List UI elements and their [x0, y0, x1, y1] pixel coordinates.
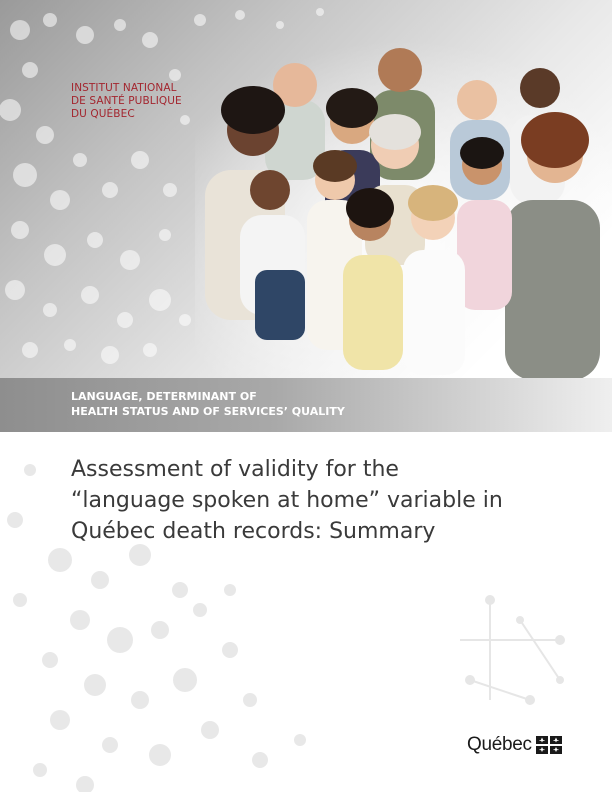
- fleur-de-lis-flag-icon: [536, 736, 562, 754]
- series-title-line-2: HEALTH STATUS AND OF SERVICES’ QUALITY: [71, 405, 345, 418]
- institute-line-3: DU QUÉBEC: [71, 108, 135, 120]
- institute-line-2: DE SANTÉ PUBLIQUE: [71, 95, 182, 107]
- document-title-line-1: Assessment of validity for the: [71, 457, 399, 482]
- family-group-photo: [195, 40, 612, 380]
- quebec-logo: [467, 734, 562, 756]
- quebec-wordmark: Québec: [467, 734, 532, 755]
- series-title: [71, 389, 345, 419]
- document-title: [71, 454, 591, 547]
- series-title-line-1: LANGUAGE, DETERMINANT OF: [71, 390, 257, 403]
- institute-name: [71, 82, 182, 121]
- document-title-line-2: “language spoken at home” variable in: [71, 488, 503, 513]
- document-title-line-3: Québec death records: Summary: [71, 519, 436, 544]
- institute-line-1: INSTITUT NATIONAL: [71, 82, 177, 94]
